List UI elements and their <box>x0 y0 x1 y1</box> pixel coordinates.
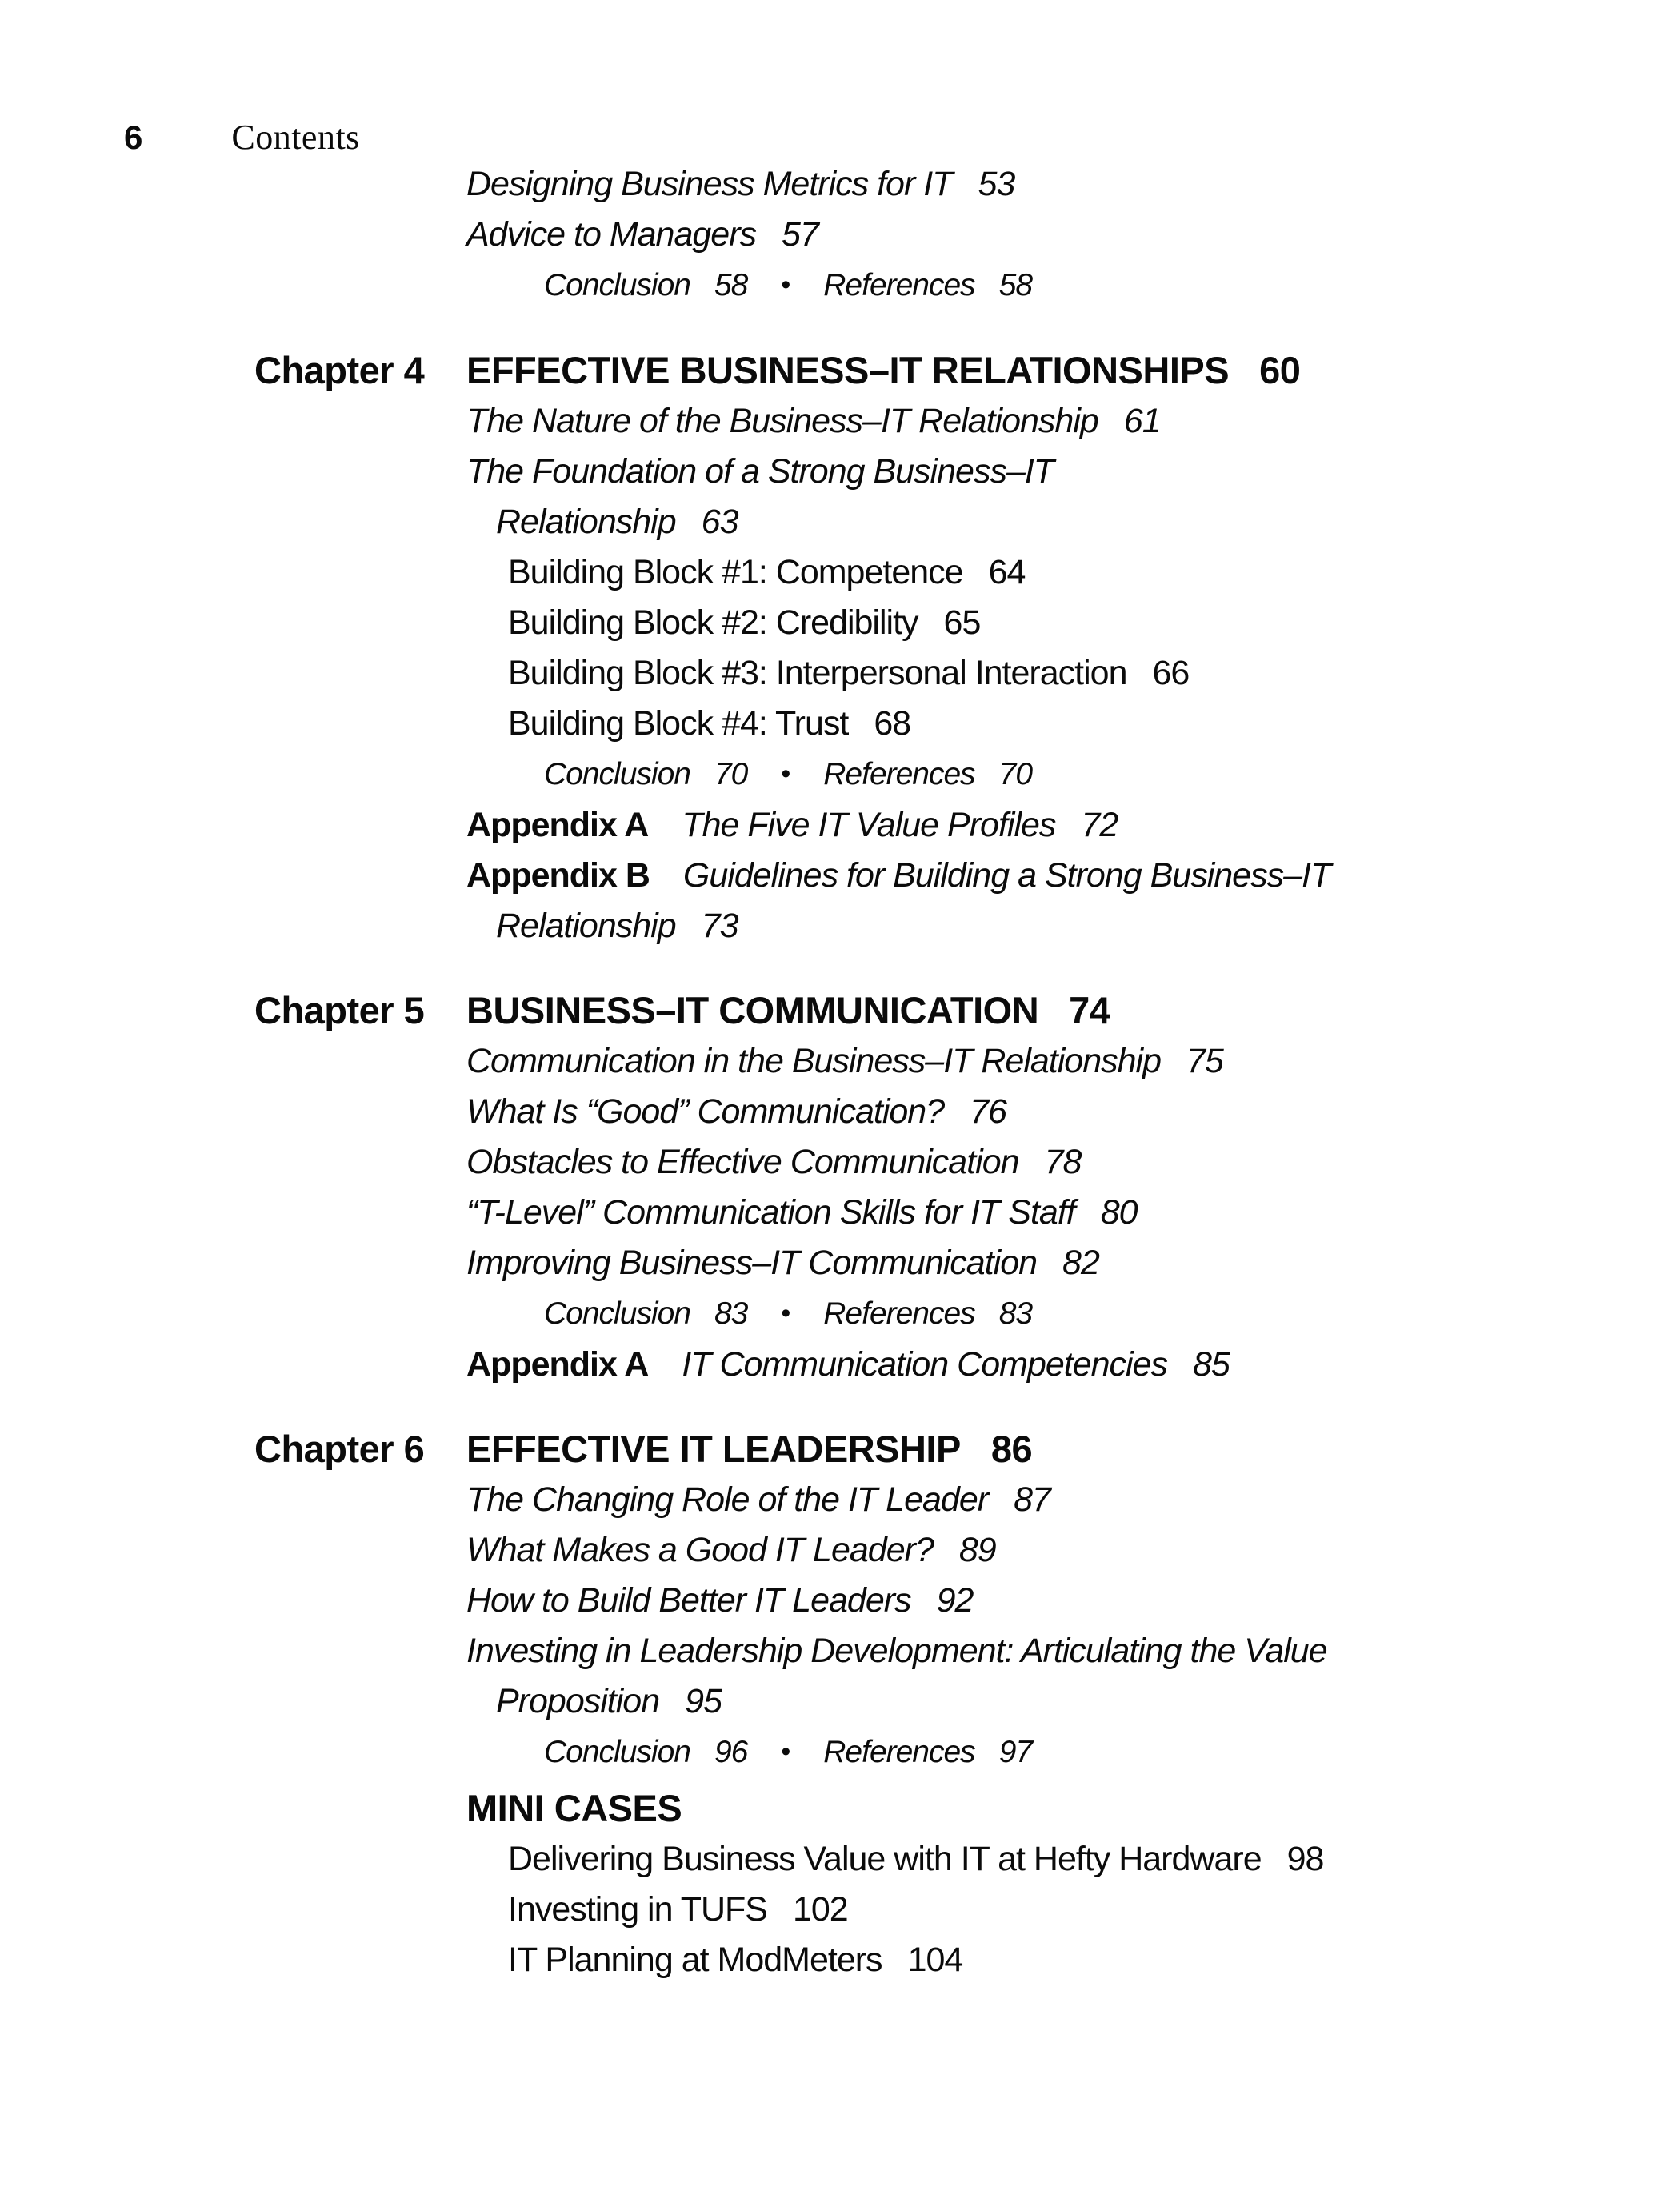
conclusion-page: 83 <box>714 1296 748 1331</box>
entry-title: The Changing Role of the IT Leader <box>466 1480 989 1519</box>
conclusion-label: Conclusion <box>544 268 690 302</box>
references-page: 83 <box>998 1296 1033 1331</box>
appendix-entry <box>254 1344 1566 1384</box>
references-label: References <box>823 268 975 302</box>
entry-page: 82 <box>1062 1244 1099 1282</box>
references-label: References <box>823 1735 975 1769</box>
bullet-separator: • <box>781 759 790 789</box>
bullet-separator: • <box>781 270 790 300</box>
entry-title: Investing in TUFS <box>508 1890 767 1929</box>
conclusion-page: 70 <box>714 757 748 791</box>
appendix-page: 72 <box>1081 806 1118 844</box>
entry-title: What Is “Good” Communication? <box>466 1092 945 1131</box>
appendix-title-line2: Relationship <box>496 907 676 945</box>
toc-entry <box>254 451 1566 491</box>
toc-entry <box>254 401 1566 441</box>
chapter-title: EFFECTIVE BUSINESS–IT RELATIONSHIPS <box>466 349 1230 391</box>
toc-entry <box>254 164 1566 204</box>
toc-entry <box>254 703 1566 743</box>
chapter-page: 60 <box>1259 349 1301 391</box>
entry-page: 61 <box>1123 402 1161 440</box>
conclusion-label: Conclusion <box>544 757 690 791</box>
entry-page: 98 <box>1286 1840 1324 1878</box>
toc-entry <box>254 214 1566 254</box>
bullet-separator: • <box>781 1736 790 1767</box>
entry-title: Designing Business Metrics for IT <box>466 165 953 203</box>
entry-page: 65 <box>943 603 981 642</box>
conclusion-label: Conclusion <box>544 1735 690 1769</box>
entry-page: 66 <box>1152 654 1190 692</box>
conclusion-references-row <box>254 1732 1566 1772</box>
chapter-label: Chapter 6 <box>254 1428 425 1470</box>
entry-title-line2: Relationship <box>496 503 676 541</box>
appendix-page: 85 <box>1193 1345 1230 1384</box>
toc-entry <box>254 1940 1566 1980</box>
running-head: Contents <box>231 118 360 157</box>
entry-title: The Nature of the Business–IT Relationship <box>466 402 1098 440</box>
conclusion-page: 58 <box>714 268 748 302</box>
toc-entry <box>254 1142 1566 1182</box>
chapter-heading <box>254 1429 1566 1469</box>
entry-title: Improving Business–IT Communication <box>466 1244 1038 1282</box>
page-header <box>124 117 360 158</box>
page-number: 6 <box>124 118 142 156</box>
chapter-heading <box>254 991 1566 1031</box>
entry-page: 78 <box>1044 1143 1082 1181</box>
appendix-title: The Five IT Value Profiles <box>682 806 1056 844</box>
appendix-label: Appendix A <box>466 806 649 844</box>
toc-entry <box>254 1530 1566 1570</box>
references-page: 97 <box>998 1735 1033 1769</box>
entry-page: 89 <box>958 1531 996 1569</box>
conclusion-label: Conclusion <box>544 1296 690 1331</box>
entry-page: 80 <box>1100 1193 1138 1232</box>
toc-entry <box>254 1631 1566 1671</box>
entry-title: Building Block #3: Interpersonal Interaction <box>508 654 1127 692</box>
entry-title: Communication in the Business–IT Relationship <box>466 1042 1162 1080</box>
appendix-title-line1: Guidelines for Building a Strong Business–IT <box>682 856 1331 895</box>
toc-entry <box>254 552 1566 592</box>
references-label: References <box>823 757 975 791</box>
entry-title: Obstacles to Effective Communication <box>466 1143 1019 1181</box>
toc-entry-wrap <box>254 502 1566 542</box>
references-page: 70 <box>998 757 1033 791</box>
chapter-label: Chapter 4 <box>254 349 425 391</box>
entry-page: 104 <box>907 1941 963 1979</box>
appendix-entry-wrap <box>254 906 1566 946</box>
chapter-label: Chapter 5 <box>254 989 425 1031</box>
toc-entry-wrap <box>254 1681 1566 1721</box>
conclusion-references-row <box>254 754 1566 795</box>
appendix-label: Appendix B <box>466 856 650 895</box>
entry-title: IT Planning at ModMeters <box>508 1941 882 1979</box>
chapter-6-section <box>254 1429 1566 1772</box>
chapter-4-section <box>254 350 1566 946</box>
toc-entry <box>254 603 1566 643</box>
entry-title: Building Block #2: Credibility <box>508 603 918 642</box>
entry-title: How to Build Better IT Leaders <box>466 1581 911 1620</box>
toc-entry <box>254 1192 1566 1232</box>
entry-page: 57 <box>782 215 818 254</box>
entry-title: “T-Level” Communication Skills for IT Staff <box>466 1193 1075 1232</box>
appendix-title: IT Communication Competencies <box>682 1345 1168 1384</box>
toc-entry <box>254 653 1566 693</box>
conclusion-references-row <box>254 265 1566 306</box>
table-of-contents <box>254 164 1566 1990</box>
toc-entry <box>254 1243 1566 1283</box>
conclusion-references-row <box>254 1293 1566 1334</box>
entry-page: 64 <box>988 553 1026 591</box>
entry-title-line1: The Foundation of a Strong Business–IT <box>466 452 1054 491</box>
chapter-page: 74 <box>1069 989 1110 1031</box>
toc-entry <box>254 1480 1566 1520</box>
entry-page: 76 <box>970 1092 1006 1131</box>
references-label: References <box>823 1296 975 1331</box>
mini-cases-heading-text: MINI CASES <box>466 1787 682 1829</box>
chapter-heading <box>254 350 1566 391</box>
entry-title: Delivering Business Value with IT at Hefty Hardware <box>508 1840 1262 1878</box>
toc-entry <box>254 1889 1566 1929</box>
entry-page: 63 <box>701 503 738 541</box>
toc-entry <box>254 1041 1566 1081</box>
chapter-title: BUSINESS–IT COMMUNICATION <box>466 989 1039 1031</box>
entry-title: Advice to Managers <box>466 215 757 254</box>
toc-entry <box>254 1580 1566 1620</box>
entry-title-line1: Investing in Leadership Development: Articulating the Value <box>466 1632 1327 1670</box>
appendix-entry <box>254 805 1566 845</box>
bullet-separator: • <box>781 1298 790 1328</box>
chapter-title: EFFECTIVE IT LEADERSHIP <box>466 1428 961 1470</box>
appendix-label: Appendix A <box>466 1345 649 1384</box>
entry-page: 102 <box>792 1890 848 1929</box>
chapter-5-section <box>254 991 1566 1384</box>
conclusion-page: 96 <box>714 1735 748 1769</box>
references-page: 58 <box>998 268 1033 302</box>
prelude-section <box>254 164 1566 306</box>
entry-page: 68 <box>874 704 911 743</box>
entry-page: 95 <box>685 1682 722 1720</box>
mini-cases-heading <box>254 1788 1566 1829</box>
entry-page: 92 <box>936 1581 974 1620</box>
entry-page: 53 <box>978 165 1015 203</box>
entry-title: Building Block #1: Competence <box>508 553 963 591</box>
entry-title: Building Block #4: Trust <box>508 704 849 743</box>
appendix-entry <box>254 855 1566 895</box>
mini-cases-section <box>254 1788 1566 1980</box>
appendix-page: 73 <box>701 907 738 945</box>
entry-title: What Makes a Good IT Leader? <box>466 1531 934 1569</box>
toc-entry <box>254 1091 1566 1132</box>
entry-title-line2: Proposition <box>496 1682 660 1720</box>
chapter-page: 86 <box>990 1428 1033 1470</box>
entry-page: 75 <box>1186 1042 1223 1080</box>
entry-page: 87 <box>1014 1480 1050 1519</box>
toc-entry <box>254 1839 1566 1879</box>
